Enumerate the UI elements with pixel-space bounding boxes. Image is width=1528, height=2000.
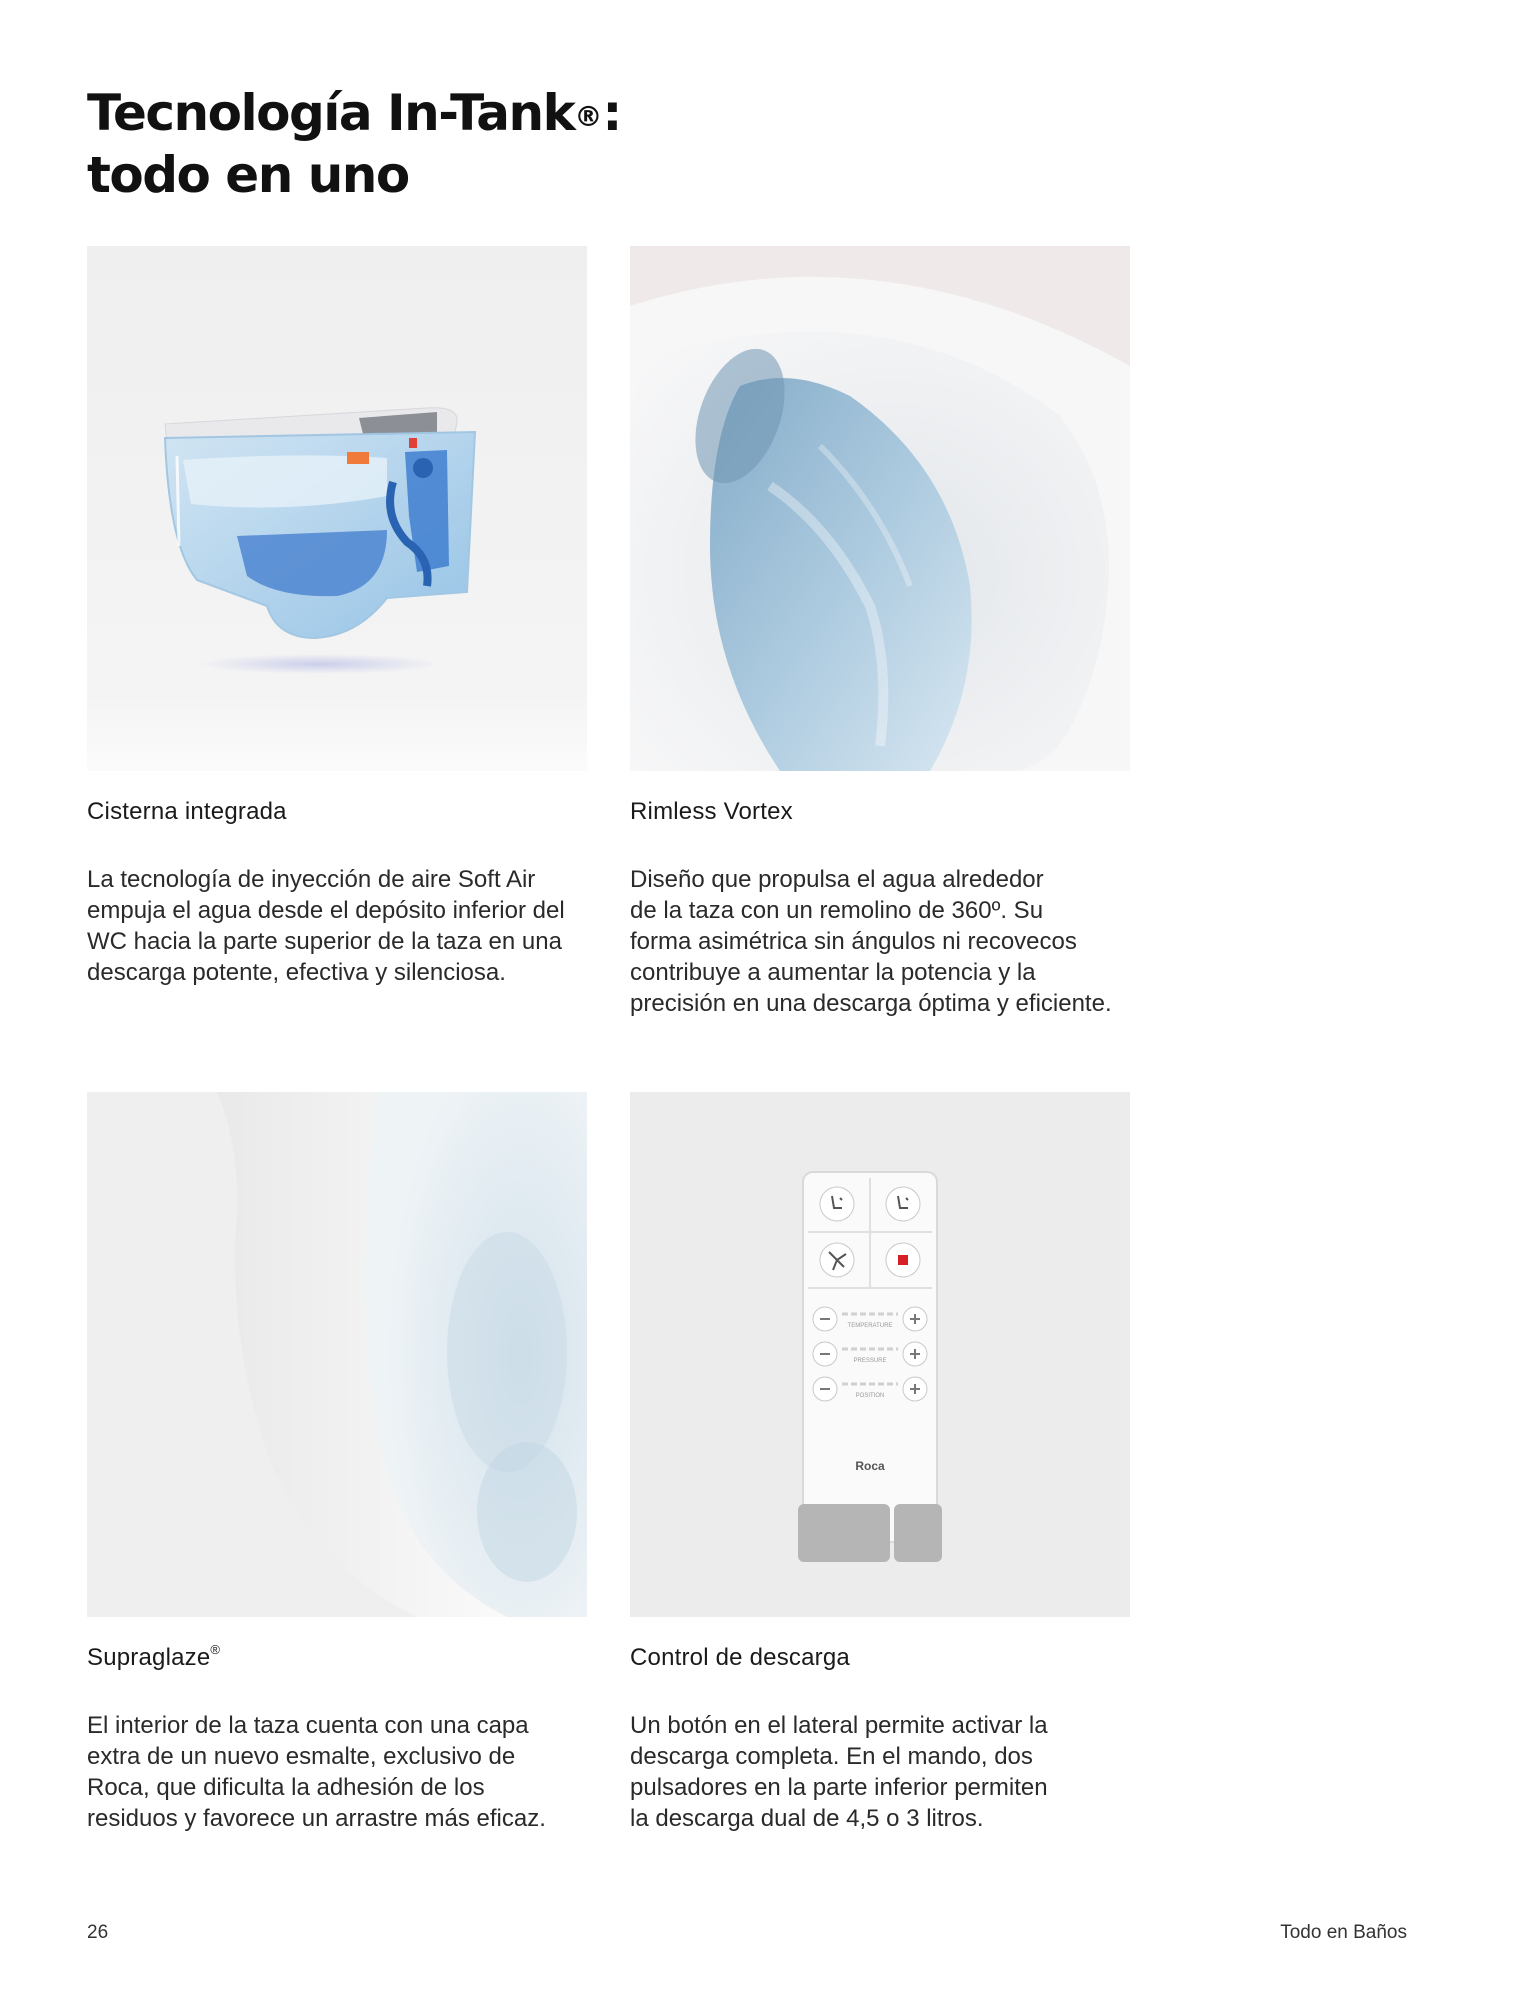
full-flush-button — [798, 1504, 890, 1562]
temperature-label: TEMPERATURE — [847, 1323, 893, 1329]
card-title: Rimless Vortex — [630, 798, 793, 825]
position-label: POSITION — [855, 1393, 885, 1399]
roca-logo: Roca — [855, 1459, 885, 1473]
card-title: Control de descarga — [630, 1644, 850, 1671]
rear-wash-icon — [820, 1187, 854, 1221]
half-flush-button — [894, 1504, 942, 1562]
front-wash-icon — [886, 1187, 920, 1221]
remote-control-image — [630, 1092, 1130, 1617]
in-tank-toilet-image — [87, 246, 587, 771]
card-description: Un botón en el lateral permite activar la descarga completa. En el mando, dos pulsadores en la parte inferior permiten la descarga dual de 4,5 o 3 litros. — [630, 1712, 1048, 1832]
card-title — [87, 1644, 220, 1672]
dryer-fan-icon — [820, 1243, 854, 1277]
title-line-1: Tecnología In-Tank — [87, 84, 575, 142]
title-colon: : — [602, 84, 621, 142]
document-name: Todo en Baños — [1280, 1922, 1407, 1943]
card-description: El interior de la taza cuenta con una capa extra de un nuevo esmalte, exclusivo de Roca, que dificulta la adhesión de los residuos y favorece un arrastre más eficaz. — [87, 1712, 546, 1832]
card-title-text: Supraglaze — [87, 1644, 211, 1671]
supraglaze-image — [87, 1092, 587, 1617]
page-title — [87, 82, 621, 206]
card-description: Diseño que propulsa el agua alrededor de la taza con un remolino de 360º. Su forma asimétrica sin ángulos ni recovecos contribuye a aumentar la potencia y la precisión en una descarga óptima y eficiente. — [630, 866, 1112, 1017]
card-description: La tecnología de inyección de aire Soft Air empuja el agua desde el depósito inferior del WC hacia la parte superior de la taza en una descarga potente, efectiva y silenciosa. — [87, 866, 565, 986]
title-line-2: todo en uno — [87, 146, 409, 204]
registered-mark: ® — [210, 1642, 221, 1657]
registered-mark: ® — [574, 100, 603, 133]
rimless-vortex-image — [630, 246, 1130, 771]
card-title: Cisterna integrada — [87, 798, 287, 825]
page-number: 26 — [87, 1922, 109, 1943]
pressure-label: PRESSURE — [853, 1358, 887, 1364]
stop-icon — [886, 1243, 920, 1277]
